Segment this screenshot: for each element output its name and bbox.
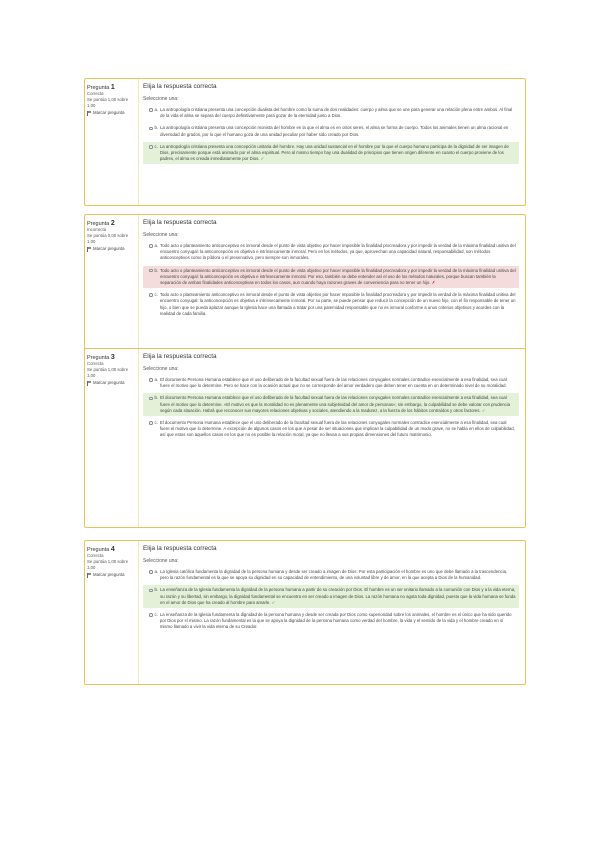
question-score: Se puntúa 1,00 sobre 1,00	[87, 367, 129, 378]
option-text-content: El documento Persona Humana establece que el uso deliberado de la facultad sexual fuera de las relaciones conyugales normales contradice esencialmente a esa finalidad, sea cual fuere el motivo que lo determine. A excepción de algunos casos en los que a pesar de ser situaciones que implican la culpabilidad de un modo grave, no se habla en ellos de culpabilidad, así que estos son aquellos casos en los que no es posible la relación moral, ya que no llevan a sus propias dimensiones del futuro matrimonio.	[159, 420, 515, 438]
radio-button[interactable]	[149, 269, 153, 273]
question-info	[85, 79, 139, 205]
answer-option[interactable]	[143, 123, 519, 139]
option-text-content: La antropología cristiana presenta una concepción dualista del hombre como la suma de dos realidades: cuerpo y alma que se une para generar una relación plena entre ambos. Al final de la vida el alma se separa del cuerpo definitivamente para gozar de la eternidad junto a Dios.	[160, 107, 513, 119]
radio-button[interactable]	[149, 244, 153, 248]
question-card	[84, 540, 526, 685]
option-letter: a.	[154, 243, 159, 248]
option-letter: c.	[154, 612, 158, 618]
question-info	[85, 541, 139, 684]
question-info	[85, 349, 139, 527]
option-text-content: La Iglesia católica fundamenta la dignidad de la persona humana y desde ser creado a imagen de Dios. Por esta participación el hombre es uno que debe llamado a la trascendencia, pero la razón fundamental es la que se apoya su dignidad en su capacidad de entendimiento, de una voluntad libre y de amor, en la que acepta a Dios de la humanidad.	[160, 569, 508, 581]
answer-option[interactable]	[143, 241, 519, 264]
radio-button[interactable]	[149, 613, 153, 617]
option-letter: c.	[154, 420, 158, 426]
question-prompt: Seleccione una:	[143, 232, 179, 238]
answer-option[interactable]	[143, 290, 519, 319]
question-score: Se puntúa 0,00 sobre 1,00	[87, 233, 129, 244]
option-text-content: Todo acto o planteamiento anticonceptivo es inmoral desde el punto de vista objetivo por hacer imposible la finalidad procreadora y por impedir la verdad de la máxima finalidad unitiva del encuentro conyugal: la anticoncepción es objetiva e intrínsecamente inmoral. Pero en los métodos, ya que, aprovechan una capacidad natural, responsabilidad, son métodos anticonceptivos como la píldora o el preservativo, pero siempre son inmorales.	[160, 243, 516, 261]
flag-label: Marcar pregunta	[93, 110, 125, 115]
question-prompt: Seleccione una:	[143, 96, 179, 102]
answer-option[interactable]	[143, 393, 519, 416]
radio-button[interactable]	[149, 108, 153, 112]
question-prompt: Seleccione una:	[143, 366, 179, 372]
option-text-content: La enseñanza de la Iglesia fundamenta la dignidad de la persona humana y desde ser creada por Dios como superioridad sobre los animales, el hombre es el único que ha sido querido por Dios por sí mismo. La razón fundamental es la que se apoya la dignidad de la persona humana como verdad del hombre, la vida y el sentido de la vida y el hombre creado en sí mismo llamado a vivir la vida eterna de su Creador.	[159, 612, 512, 630]
answer-option[interactable]	[143, 610, 519, 633]
flag-icon	[87, 247, 91, 252]
option-letter: a.	[154, 107, 159, 112]
question-prompt: Seleccione una:	[143, 558, 179, 564]
radio-button[interactable]	[149, 127, 153, 131]
question-title: Elija la respuesta correcta	[143, 219, 217, 226]
question-status: Correcta	[87, 91, 104, 96]
flag-question-button[interactable]	[87, 380, 136, 386]
question-number: Pregunta 3	[87, 354, 115, 361]
option-letter: c.	[154, 292, 158, 298]
option-letter: b.	[154, 587, 159, 593]
question-content	[143, 353, 519, 443]
option-text	[160, 569, 516, 581]
question-content	[143, 219, 519, 321]
option-text-content: La enseñanza de la Iglesia fundamenta la dignidad de la persona humana a partir de su creación por Dios. El hombre es un ser unitario llamado a la comunión con Dios y a la vida eterna, su razón y su libertad, sin embargo, la dignidad fundamental se encuentra en ser creado a imagen de Dios. La razón humana no agota toda dignidad, puesto que la vida humana se funda en el amor de Dios que ha creado al hombre para amarle.	[160, 587, 516, 605]
question-content	[143, 83, 519, 166]
flag-question-button[interactable]	[87, 246, 136, 252]
option-letter: b.	[154, 395, 159, 401]
option-text	[160, 587, 516, 606]
question-title: Elija la respuesta correcta	[143, 545, 217, 552]
question-score: Se puntúa 1,00 sobre 1,00	[87, 97, 129, 108]
option-letter: a.	[154, 569, 159, 574]
question-card	[84, 348, 526, 528]
answer-option[interactable]	[143, 375, 519, 391]
flag-question-button[interactable]	[87, 572, 136, 578]
radio-button[interactable]	[149, 570, 153, 574]
option-letter: c.	[154, 143, 158, 149]
radio-button[interactable]	[149, 378, 153, 382]
radio-button[interactable]	[149, 589, 153, 593]
flag-question-button[interactable]	[87, 110, 136, 116]
option-text-content: Todo acto o planteamiento anticonceptivo es inmoral desde el punto de vista objetivo por hacer imposible la finalidad procreadora y por impedir la verdad de la máxima finalidad unitiva del encuentro conyugal: la anticoncepción es objetiva e intrínsecamente inmoral. Por su parte, se puede pensar que reducir la concepción de un nuevo hijo, con el fin responsable de tener un hijo, o bien que se pueda aplazar aunque la Iglesia hace una llamada a tratar por una paternidad responsable que no es inmoral conforme a unos criterios objetivos y acordes con la realidad de cada familia.	[159, 292, 516, 316]
radio-button[interactable]	[149, 421, 153, 425]
flag-label: Marcar pregunta	[93, 380, 125, 385]
option-text	[160, 107, 516, 119]
question-card	[84, 78, 526, 206]
answer-option[interactable]	[143, 418, 519, 441]
question-number: Pregunta 2	[87, 220, 115, 227]
option-text-content: La antropología cristiana presenta una concepción unitaria del hombre. Hay una unidad sustancial en el hombre por la que el cuerpo humano participa de la dignidad de ser imagen de Dios, precisamente porque está animado por el alma espiritual. Pero al mismo tiempo hay una dualidad de principios que tienen origen diferente en cuanto el cuerpo proviene de los padres, el alma es creada inmediatamente por Dios.	[159, 143, 509, 162]
flag-label: Marcar pregunta	[93, 246, 125, 251]
check-icon: ✓	[271, 599, 276, 605]
flag-icon	[87, 111, 91, 116]
question-status: Correcta	[87, 553, 104, 558]
answer-option[interactable]	[143, 105, 519, 121]
flag-icon	[87, 573, 91, 578]
option-text	[160, 420, 516, 439]
option-text	[160, 268, 516, 287]
cross-icon: ✗	[431, 280, 436, 286]
question-number: Pregunta 1	[87, 84, 115, 91]
flag-icon	[87, 381, 91, 386]
option-text-content: El documento Persona Humana establece que el uso deliberado de la facultad sexual fuera de las relaciones conyugales normales contradice esencialmente a esa finalidad, sea cual fuere el motivo que lo determine. Pero se hace con la ocasión actual que no se corresponde del amor verdadero que deben tener en cuenta en un determinado nivel de su moralidad.	[160, 377, 507, 389]
flag-label: Marcar pregunta	[93, 572, 125, 577]
option-text	[160, 125, 516, 137]
option-text	[160, 144, 516, 163]
check-icon: ✓	[260, 156, 265, 162]
option-text	[160, 395, 516, 414]
option-text-content: Todo acto o planteamiento anticonceptivo es inmoral desde el punto de vista objetivo por hacer imposible la finalidad procreadora y por impedir la verdad de la máxima finalidad unitiva del encuentro conyugal: la anticoncepción es objetiva e intrínsecamente inmoral. Por eso, también se debe entender así el uso de los métodos naturales, porque buscan también la separación de ambas finalidades anticonceptivas en todos los casos, aun cuando haya razones graves de conveniencia para no tener un hijo.	[160, 267, 516, 286]
check-icon: ✓	[481, 407, 486, 413]
answer-option[interactable]	[143, 142, 519, 165]
option-text-content: El documento Persona Humana establece que el uso deliberado de la facultad sexual fuera de las relaciones conyugales normales contradice esencialmente a esa finalidad, sea cual fuere el motivo que lo determine. «El motivo es que la moralidad no es plenamente una subjetividad del amor de personas»; sin embargo, la culpabilidad se debe valorar con prudencia según cada situación. Habrá que reconocer sus mayores relaciones objetivas y sociales, atendiendo a la madurez, a la fuerza de los hábitos contraídos y otros factores.	[160, 395, 511, 413]
option-text-content: La antropología cristiana presenta una concepción monista del hombre en la que el alma es en otros seres, el alma se forma de cuerpo. Todos los animales tienen un alma racional en diversidad de grados, por lo que el humano goza de una unidad peculiar por haber sido creado por Dios.	[160, 125, 509, 137]
question-status: Incorrecta	[87, 227, 107, 232]
question-content	[143, 545, 519, 635]
question-score: Se puntúa 1,00 sobre 1,00	[87, 559, 129, 570]
option-letter: b.	[154, 125, 159, 131]
radio-button[interactable]	[149, 145, 153, 149]
question-info	[85, 215, 139, 363]
option-text	[160, 292, 516, 317]
question-title: Elija la respuesta correcta	[143, 83, 217, 90]
option-letter: b.	[154, 267, 159, 273]
radio-button[interactable]	[149, 293, 153, 297]
question-status: Correcta	[87, 361, 104, 366]
option-letter: a.	[154, 377, 159, 382]
answer-option[interactable]	[143, 266, 519, 289]
answer-option[interactable]	[143, 585, 519, 608]
option-text	[160, 243, 516, 262]
question-card	[84, 214, 526, 364]
option-text	[160, 377, 516, 389]
question-number: Pregunta 4	[87, 546, 115, 553]
radio-button[interactable]	[149, 397, 153, 401]
question-title: Elija la respuesta correcta	[143, 353, 217, 360]
answer-option[interactable]	[143, 567, 519, 583]
option-text	[160, 612, 516, 631]
